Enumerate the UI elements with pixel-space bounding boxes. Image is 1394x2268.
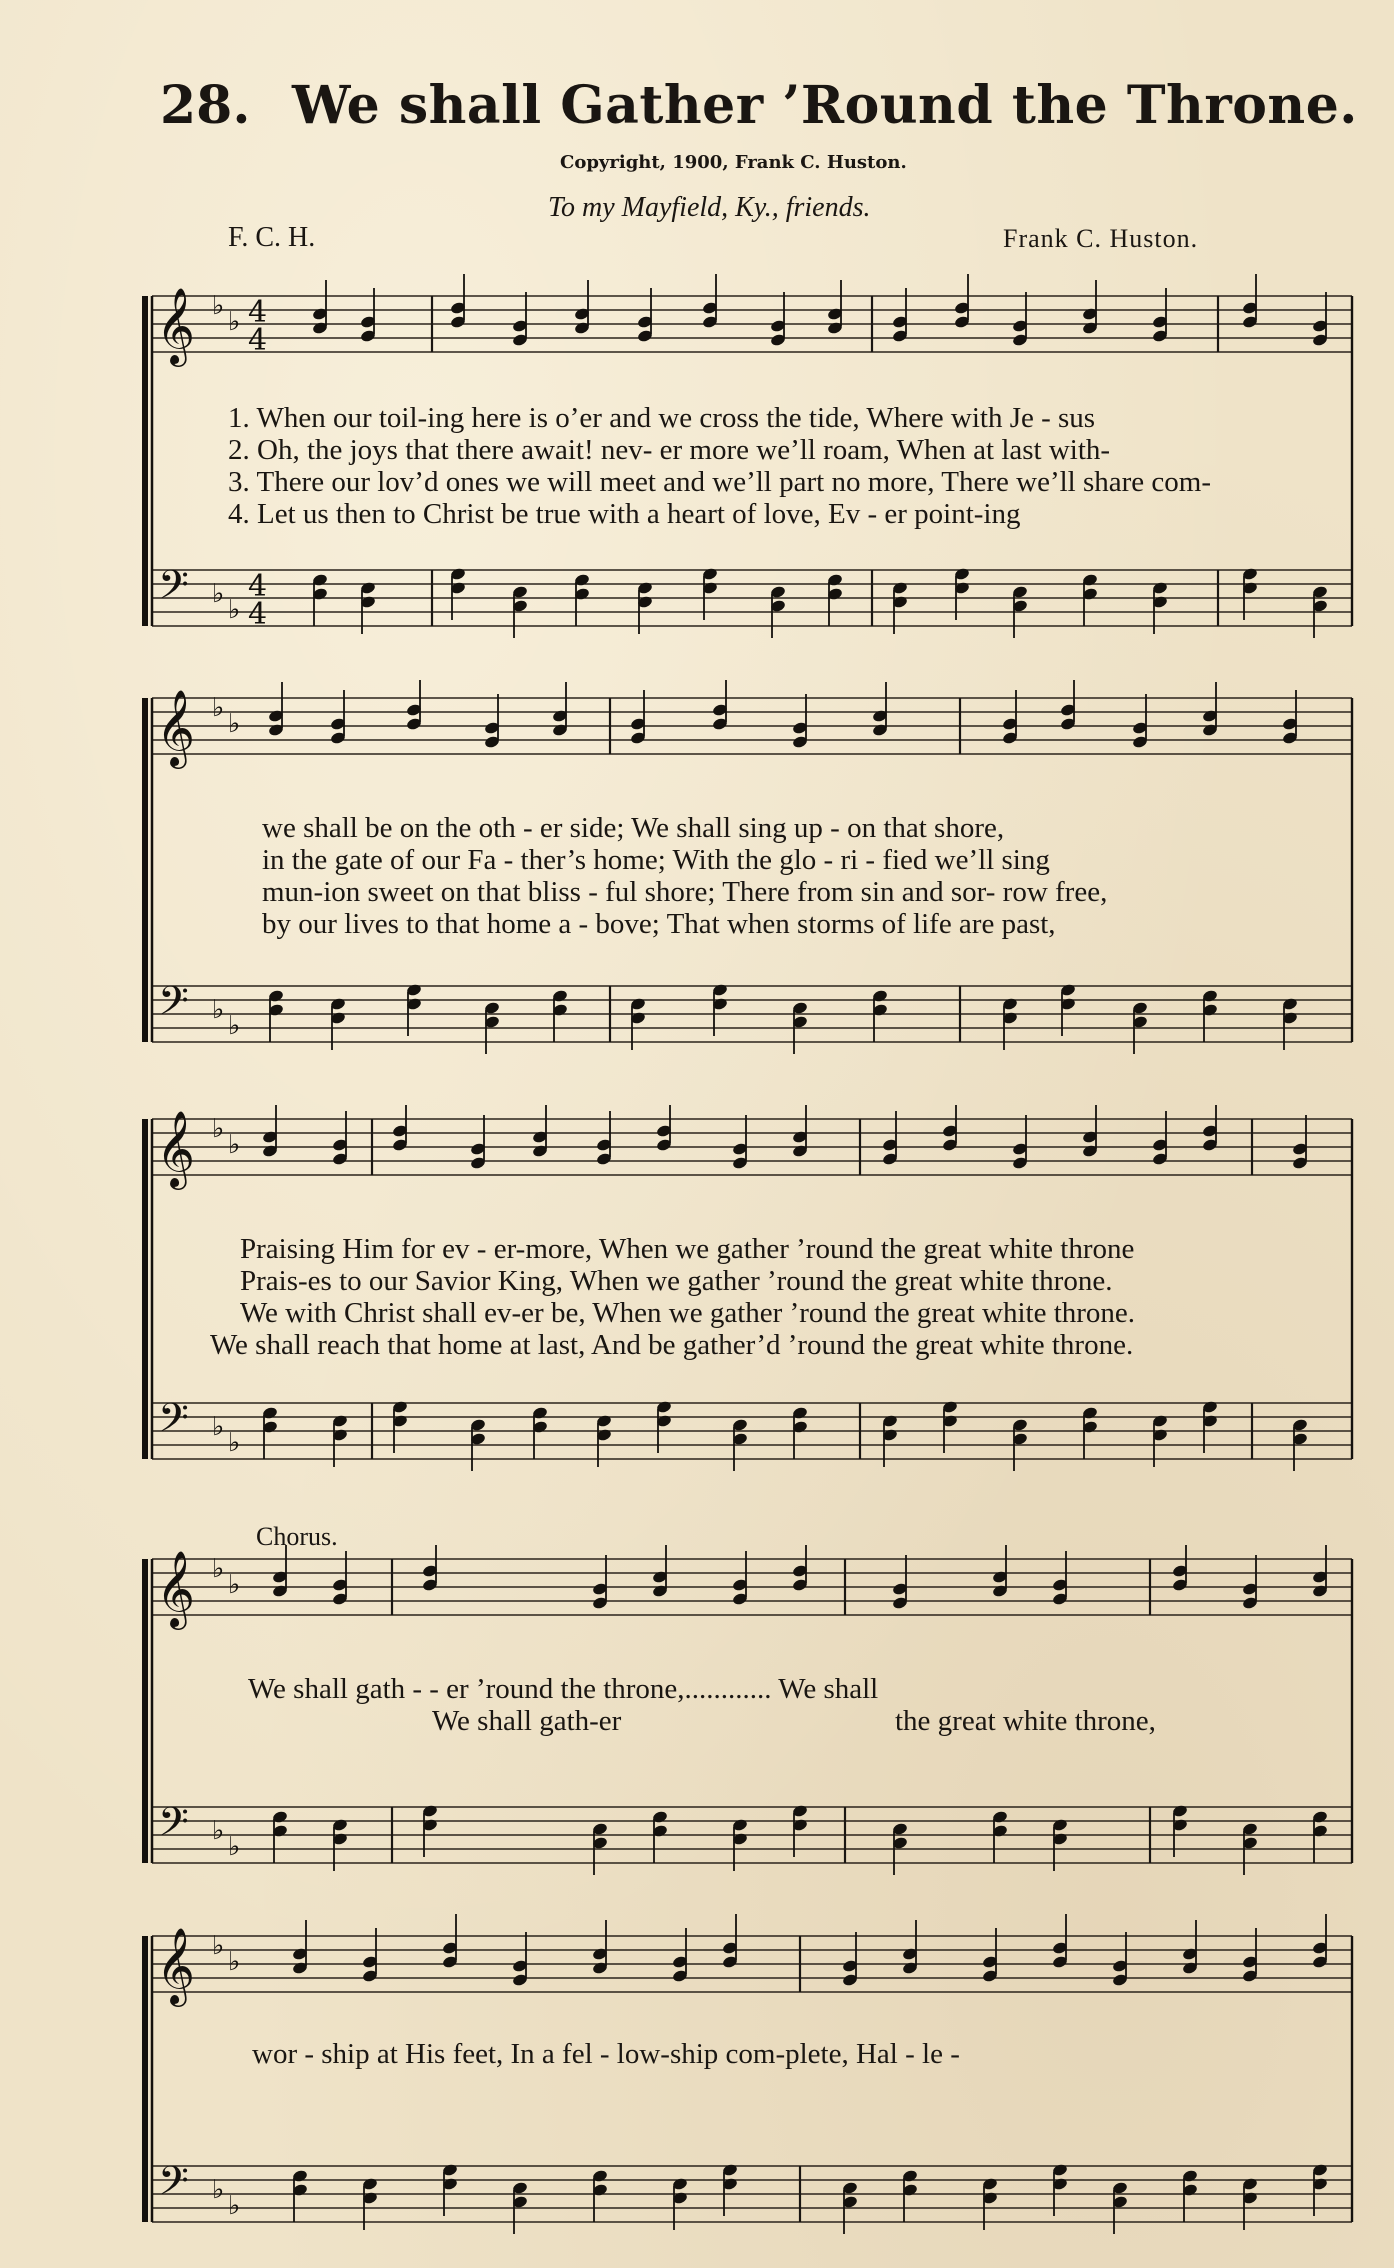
author-initials: F. C. H.: [228, 222, 316, 253]
verse-line: by our lives to that home a - bove; That when storms of life are past,: [262, 908, 1056, 940]
flat-sign: ♭: [228, 595, 241, 625]
treble-clef: 𝄞: [156, 689, 196, 766]
music-system-5: [0, 1900, 1394, 2250]
flat-sign: ♭: [228, 2191, 241, 2221]
treble-clef: 𝄞: [156, 1550, 196, 1627]
verse-line: 2. Oh, the joys that there await! nev- er more we’ll roam, When at last with-: [228, 434, 1111, 466]
verse-line: mun-ion sweet on that bliss - ful shore; There from sin and sor- row free,: [262, 876, 1108, 908]
flat-sign: ♭: [212, 1816, 225, 1846]
music-system-1: [0, 270, 1394, 660]
system-brace: [142, 1119, 148, 1459]
verse-line: we shall be on the oth - er side; We shall sing up - on that shore,: [262, 812, 1005, 844]
flat-sign: ♭: [228, 1130, 241, 1160]
flat-sign: ♭: [212, 2175, 225, 2205]
time-signature: 4: [248, 569, 268, 604]
flat-sign: ♭: [228, 1947, 241, 1977]
time-signature: 4: [248, 295, 268, 330]
verse-line: 4. Let us then to Christ be true with a heart of love, Ev - er point-ing: [228, 498, 1021, 530]
flat-sign: ♭: [228, 1570, 241, 1600]
chorus-lyric-line: wor - ship at His feet, In a fel - low-ship com-plete, Hal - le -: [252, 2038, 960, 2070]
flat-sign: ♭: [228, 709, 241, 739]
flat-sign: ♭: [212, 995, 225, 1025]
music-system-3: [0, 1105, 1394, 1525]
flat-sign: ♭: [228, 1011, 241, 1041]
time-signature: 4: [248, 597, 268, 632]
system-brace: [142, 296, 148, 626]
verse-line: in the gate of our Fa - ther’s home; With the glo - ri - fied we’ll sing: [262, 844, 1050, 876]
flat-sign: ♭: [212, 1554, 225, 1584]
treble-clef: 𝄞: [156, 1927, 196, 2004]
time-signature: 4: [248, 323, 268, 358]
flat-sign: ♭: [212, 1114, 225, 1144]
verse-line: We shall reach that home at last, And be gather’d ’round the great white throne.: [210, 1329, 1134, 1361]
music-system-4: [0, 1545, 1394, 1895]
bass-clef: 𝄢: [158, 562, 189, 618]
system-brace: [142, 1559, 148, 1863]
treble-clef: 𝄞: [156, 1110, 196, 1187]
copyright-notice: Copyright, 1900, Frank C. Huston.: [560, 152, 907, 173]
verse-line: 1. When our toil-ing here is o’er and we cross the tide, Where with Je - sus: [228, 402, 1096, 434]
composer-name: Frank C. Huston.: [1003, 224, 1199, 253]
chorus-lyric-line: We shall gath - - er ’round the throne,............ We shall: [248, 1673, 879, 1705]
system-brace: [142, 1936, 148, 2222]
flat-sign: ♭: [212, 1412, 225, 1442]
flat-sign: ♭: [212, 1931, 225, 1961]
verse-line: 3. There our lov’d ones we will meet and we’ll part no more, There we’ll share com-: [228, 466, 1211, 498]
verse-line: Praising Him for ev - er-more, When we gather ’round the great white throne: [240, 1233, 1135, 1265]
bass-clef: 𝄢: [158, 1799, 189, 1855]
bass-clef: 𝄢: [158, 978, 189, 1034]
flat-sign: ♭: [228, 1428, 241, 1458]
dedication: To my Mayfield, Ky., friends.: [548, 192, 871, 223]
system-brace: [142, 698, 148, 1042]
flat-sign: ♭: [212, 291, 225, 321]
hymn-number: 28.: [160, 75, 251, 136]
hymn-title: We shall Gather ’Round the Throne.: [292, 75, 1358, 136]
chorus-lyric-line-alt: We shall gath-er: [432, 1705, 622, 1737]
chorus-lyric-line-alt: the great white throne,: [895, 1705, 1156, 1737]
chorus-label: Chorus.: [256, 1522, 338, 1551]
flat-sign: ♭: [212, 579, 225, 609]
treble-clef: 𝄞: [156, 287, 196, 364]
music-system-2: [0, 680, 1394, 1090]
flat-sign: ♭: [228, 307, 241, 337]
verse-line: We with Christ shall ev-er be, When we gather ’round the great white throne.: [240, 1297, 1136, 1329]
staff-svg: [0, 1545, 1394, 1895]
flat-sign: ♭: [212, 693, 225, 723]
verse-line: Prais-es to our Savior King, When we gather ’round the great white throne.: [240, 1265, 1113, 1297]
bass-clef: 𝄢: [158, 1395, 189, 1451]
bass-clef: 𝄢: [158, 2158, 189, 2214]
staff-svg: [0, 1900, 1394, 2250]
flat-sign: ♭: [228, 1832, 241, 1862]
